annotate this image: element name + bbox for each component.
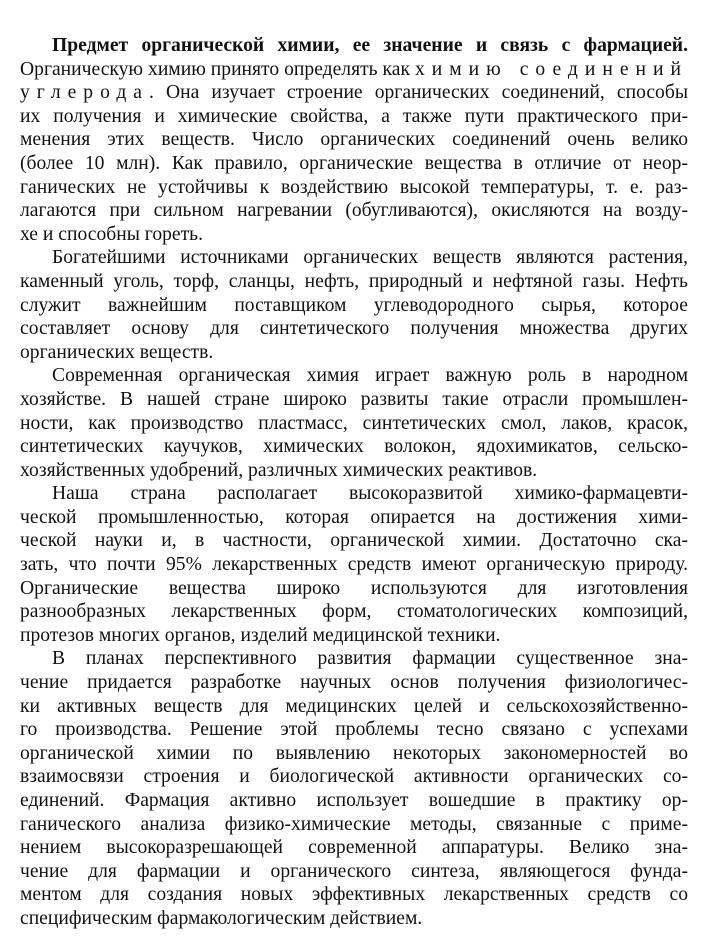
text-run: В планах перспективного развития фармации существенное зна- <box>52 648 688 670</box>
text-run: их получения и химические свойства, а также пути практического при- <box>20 105 688 127</box>
paragraph <box>20 246 688 364</box>
emphasized-term: химию соединений <box>414 58 688 80</box>
text-run: хозяйственных удобрений, различных химических реактивов. <box>20 459 538 481</box>
text-run: го производства. Решение этой проблемы тесно связано с успехами <box>20 719 688 741</box>
text-run: зать, что почти 95% лекарственных средств имеют органическую природу. <box>20 554 688 576</box>
text-line <box>20 388 688 412</box>
text-line <box>20 647 688 671</box>
text-run: органической химии по выявлению некоторых закономерностей во <box>20 742 688 764</box>
text-line <box>20 270 688 294</box>
text-line <box>20 412 688 436</box>
text-run: составляет основу для синтетического получения множества других <box>20 318 688 340</box>
paragraph <box>20 364 688 482</box>
text-run: специфическим фармакологическим действием. <box>20 907 423 929</box>
text-run: хе и способны гореть. <box>20 223 204 245</box>
text-line <box>20 317 688 341</box>
text-run: ности, как производство пластмасс, синтетических смол, лаков, красок, <box>20 412 688 434</box>
text-line <box>20 246 688 270</box>
text-line <box>20 671 688 695</box>
text-run: протезов многих органов, изделий медицинской техники. <box>20 624 501 646</box>
text-line <box>20 34 688 58</box>
text-line <box>20 199 688 223</box>
text-run: менения этих веществ. Число органических соединений очень велико <box>20 129 688 151</box>
text-run: Наша страна располагает высокоразвитой химико-фармацевти- <box>52 483 688 505</box>
text-line <box>20 529 688 553</box>
text-line <box>20 223 688 247</box>
text-run: (более 10 млн). Как правило, органические вещества в отличие от неор- <box>20 152 688 174</box>
text-line <box>20 105 688 129</box>
text-line <box>20 718 688 742</box>
text-run: единений. Фармация активно использует вошедшие в практику ор- <box>20 790 688 811</box>
text-line <box>20 176 688 200</box>
text-run: Современная органическая химия играет важную роль в народном <box>52 365 688 387</box>
text-line <box>20 600 688 624</box>
paragraph <box>20 482 688 647</box>
text-run: Богатейшими источниками органических веществ являются растения, <box>52 247 688 269</box>
text-run: Органическую химию принято определять как <box>20 58 415 80</box>
text-line <box>20 341 688 365</box>
text-line <box>20 553 688 577</box>
text-line <box>20 128 688 152</box>
text-line <box>20 624 688 648</box>
text-run: синтетических каучуков, химических волокон, ядохимикатов, сельско- <box>20 436 688 458</box>
text-line <box>20 836 688 860</box>
text-line <box>20 883 688 907</box>
text-run: ганического анализа физико-химические методы, связанные с приме- <box>20 813 688 835</box>
text-run: каменный уголь, торф, сланцы, нефть, природный и нефтяной газы. Нефть <box>20 270 688 292</box>
text-run: хозяйстве. В нашей стране широко развиты такие отрасли промышлен- <box>20 388 688 410</box>
text-run: ческой промышленностью, которая опирается на достижения хими- <box>20 506 688 528</box>
text-line <box>20 435 688 459</box>
text-run: разнообразных лекарственных форм, стоматологических композиций, <box>20 601 688 623</box>
text-run: ки активных веществ для медицинских целей и сельскохозяйственно- <box>20 695 688 717</box>
text-run: органических веществ. <box>20 341 214 363</box>
text-line <box>20 152 688 176</box>
document-page <box>20 34 688 931</box>
text-line <box>20 577 688 601</box>
section-heading: Предмет органической химии, ее значение и связь с фармацией. <box>52 35 688 56</box>
text-line <box>20 506 688 530</box>
paragraph <box>20 34 688 246</box>
text-run: ческой науки и, в частности, органической химии. Достаточно ска- <box>20 530 688 552</box>
text-run: ганических не устойчивы к воздействию высокой температуры, т. е. раз- <box>20 176 688 198</box>
text-line <box>20 765 688 789</box>
text-line <box>20 482 688 506</box>
text-line <box>20 907 688 931</box>
text-run: ментом для создания новых эффективных лекарственных средств со <box>20 884 688 906</box>
text-run: нением высокоразрешающей современной аппаратуры. Велико зна- <box>20 837 688 859</box>
text-line <box>20 860 688 884</box>
text-line <box>20 742 688 766</box>
text-run: Органические вещества широко используются для изготовления <box>20 577 688 599</box>
text-line <box>20 364 688 388</box>
paragraph <box>20 647 688 930</box>
text-run: чение для фармации и органического синтеза, являющегося фунда- <box>20 860 688 882</box>
text-line <box>20 81 688 105</box>
text-run: служит важнейшим поставщиком углеводородного сырья, которое <box>20 294 688 316</box>
text-line <box>20 58 688 82</box>
text-run: . Она изучает строение органических соединений, способы <box>149 82 688 104</box>
text-line <box>20 294 688 318</box>
text-run: лагаются при сильном нагревании (обугливаются), окисляются на возду- <box>20 200 688 222</box>
text-line <box>20 459 688 483</box>
emphasized-term: углерода <box>20 82 150 104</box>
text-line <box>20 789 688 813</box>
text-run: взаимосвязи строения и биологической активности органических со- <box>20 766 688 788</box>
text-line <box>20 813 688 837</box>
text-line <box>20 695 688 719</box>
text-run: чение придается разработке научных основ получения физиологичес- <box>20 672 688 694</box>
